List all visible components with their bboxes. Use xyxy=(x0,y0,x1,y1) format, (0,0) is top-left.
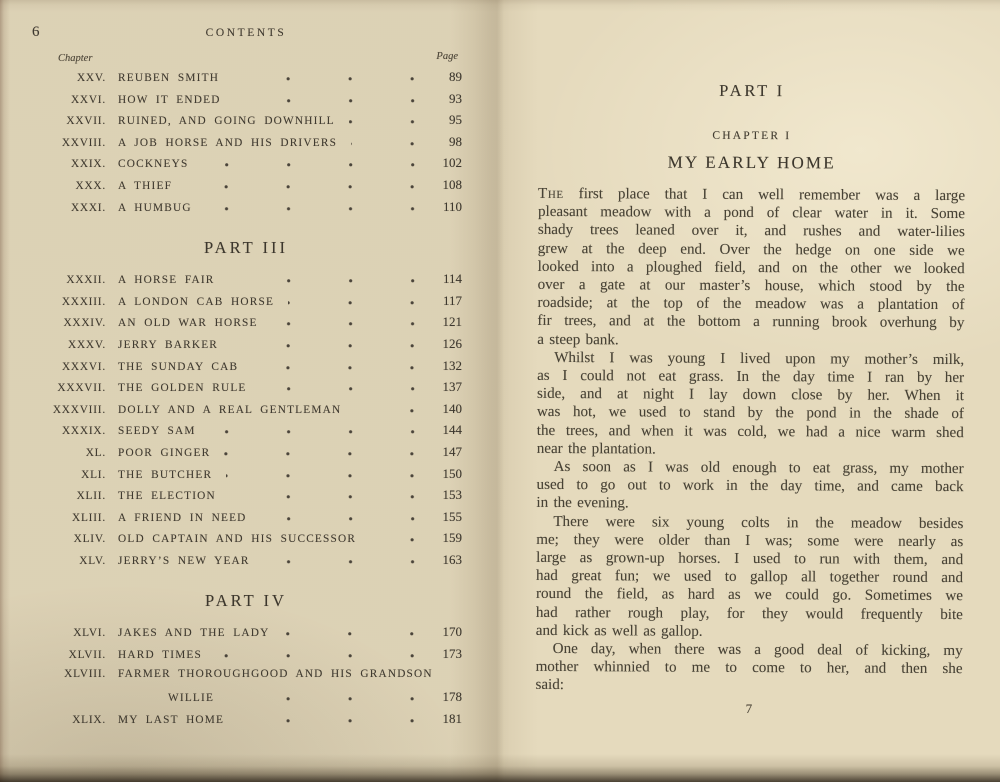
toc-chapter-title: A THIEF xyxy=(118,179,173,192)
contents-title: CONTENTS xyxy=(205,27,287,39)
chapter-title: MY EARLY HOME xyxy=(667,152,836,173)
toc-chapter-number: XLVIII. xyxy=(64,667,106,680)
toc-chapter-title: OLD CAPTAIN AND HIS SUCCESSOR xyxy=(118,533,357,546)
body-line: had rather rough play, for they would frequently bite xyxy=(535,604,963,623)
dot-leader xyxy=(238,719,424,723)
toc-chapter-number: XXXI. xyxy=(70,201,106,214)
toc-row xyxy=(30,112,462,134)
page-number-right: 7 xyxy=(745,700,753,716)
toc-row xyxy=(30,444,462,466)
dot-leader xyxy=(349,120,424,124)
dot-leader xyxy=(203,163,425,167)
toc-row xyxy=(30,379,462,401)
body-line: and kick as well as gallop. xyxy=(535,622,703,640)
toc-page-number: 178 xyxy=(442,689,462,705)
body-line: over a gate at our master’s house, which stood by the xyxy=(537,276,965,296)
toc-chapter-number: XXX. xyxy=(75,179,106,192)
toc-row xyxy=(30,358,462,380)
dot-leader xyxy=(272,322,424,326)
toc-row xyxy=(30,646,462,668)
toc-section xyxy=(30,237,462,573)
contents-page xyxy=(30,24,462,732)
dot-leader xyxy=(210,430,424,434)
dot-leader xyxy=(351,142,424,146)
toc-chapter-title: COCKNEYS xyxy=(118,158,189,171)
dot-leader xyxy=(370,538,424,542)
dot-leader xyxy=(216,654,424,658)
toc-page-number: 117 xyxy=(442,292,462,308)
toc-page-number: 95 xyxy=(449,112,462,128)
toc-chapter-title: A JOB HORSE AND HIS DRIVERS xyxy=(118,136,338,149)
toc-section xyxy=(30,590,462,732)
part-heading: PART IV xyxy=(205,591,287,611)
chapter-one-heading: CHAPTER I xyxy=(712,129,792,143)
toc-page-number: 150 xyxy=(442,465,462,481)
body-line: large as grown-up horses. I used to run with them, and xyxy=(536,549,964,569)
toc-sections xyxy=(30,69,462,732)
dot-leader xyxy=(264,560,424,564)
body-line: fir trees, and at the bottom a running brook overhung by xyxy=(537,313,965,332)
body-line: shady trees leaned over it, and rushes and water-lilies xyxy=(537,222,965,241)
toc-page-number: 110 xyxy=(442,198,462,214)
dot-leader xyxy=(261,517,424,521)
lead-word: The xyxy=(538,185,564,203)
toc-row xyxy=(30,689,462,711)
dot-leader xyxy=(226,474,424,478)
chapter-column-label: Chapter xyxy=(58,53,93,64)
toc-row xyxy=(30,199,462,221)
toc-chapter-number: XL. xyxy=(85,446,106,459)
toc-chapter-title: HOW IT ENDED xyxy=(118,93,221,106)
toc-page-number: 121 xyxy=(442,314,462,330)
toc-page-number: 102 xyxy=(442,155,462,171)
body-line: One day, when there was a good deal of kicking, my xyxy=(552,641,963,660)
body-line: roadside; at the top of the meadow was a plantation of xyxy=(537,295,965,314)
toc-chapter-number: XXXIV. xyxy=(63,317,106,330)
toc-chapter-number: XLIX. xyxy=(72,713,106,726)
toc-chapter-title: POOR GINGER xyxy=(118,446,211,459)
toc-row xyxy=(30,466,462,488)
toc-chapter-title: A HORSE FAIR xyxy=(118,274,215,287)
dot-leader xyxy=(229,279,424,283)
toc-page-number: 144 xyxy=(442,422,462,438)
line-text: first place that I can well remember was a large xyxy=(578,186,966,205)
body-line: pleasant meadow with a pond of clear water in it. Some xyxy=(537,204,966,223)
toc-chapter-title: JAKES AND THE LADY xyxy=(118,627,270,640)
body-line: Whilst I was young I lived upon my mother’s milk, xyxy=(554,349,965,368)
body-line: me; they were older than I was; some were nearly as xyxy=(536,531,964,550)
toc-chapter-number: XXXVII. xyxy=(57,382,106,395)
toc-chapter-number: XXXVI. xyxy=(61,360,106,373)
toc-page-number: 181 xyxy=(442,710,462,726)
paragraph xyxy=(536,513,964,643)
toc-chapter-title: MY LAST HOME xyxy=(118,713,225,726)
toc-chapter-number: XLIII. xyxy=(72,511,106,524)
toc-chapter-title: A LONDON CAB HORSE xyxy=(118,295,275,308)
dot-leader xyxy=(206,207,424,211)
toc-chapter-number: XLI. xyxy=(81,468,106,481)
page-number-left: 6 xyxy=(32,24,40,40)
toc-row xyxy=(30,293,462,315)
part-heading: PART III xyxy=(204,238,288,258)
toc-chapter-title: A FRIEND IN NEED xyxy=(118,511,247,524)
dot-leader xyxy=(261,387,424,391)
toc-page-number: 108 xyxy=(442,176,462,192)
body-line: the trees, and when it was cold, we had a nice warm shed xyxy=(536,422,964,441)
body-line: said: xyxy=(535,677,565,694)
body-line: looked into a ploughed field, and on the other we looked xyxy=(537,258,965,277)
toc-chapter-number: XLVI. xyxy=(73,627,106,640)
toc-page-number: 163 xyxy=(442,551,462,567)
toc-row xyxy=(30,314,462,336)
body-line: was hot, we used to stand by the pond in the shade of xyxy=(536,404,964,423)
dot-leader xyxy=(224,452,424,456)
toc-row xyxy=(30,134,462,156)
toc-chapter-number: XLIV. xyxy=(73,533,106,546)
toc-chapter-number: XXXVIII. xyxy=(52,403,106,416)
toc-page-number: 147 xyxy=(442,443,462,459)
body-line: used to go out to work in the day time, and came back xyxy=(536,477,964,496)
toc-chapter-title: REUBEN SMITH xyxy=(118,72,220,84)
dot-leader xyxy=(228,697,424,701)
body-line: a steep bank. xyxy=(537,331,619,348)
body-line: As soon as I was old enough to eat grass, my mother xyxy=(553,459,964,478)
toc-page-number: 140 xyxy=(442,400,462,416)
dot-leader xyxy=(230,495,424,499)
toc-chapter-number: XXV. xyxy=(76,72,106,84)
toc-chapter-number: XLII. xyxy=(76,490,106,503)
toc-page-number: 93 xyxy=(449,90,462,106)
toc-chapter-title: DOLLY AND A REAL GENTLEMAN xyxy=(118,403,342,416)
toc-row xyxy=(30,509,462,531)
toc-row xyxy=(30,401,462,423)
body-line: mother whinnied to me to come to her, and then she xyxy=(535,659,963,678)
toc-chapter-title: AN OLD WAR HORSE xyxy=(118,317,258,330)
dot-leader xyxy=(186,185,424,189)
body-line: side, and at night I lay down close by her. When it xyxy=(536,386,965,405)
toc-page-number: 98 xyxy=(449,133,462,149)
toc-chapter-number: XXXII. xyxy=(66,274,106,287)
body-line: had great fun; we used to gallop all together round and xyxy=(536,568,964,587)
dot-leader xyxy=(283,632,424,636)
toc-chapter-number: XXVI. xyxy=(70,93,106,106)
toc-page-number: 114 xyxy=(442,271,462,287)
toc-chapter-number: XLV. xyxy=(79,554,106,567)
toc-chapter-number: XXVIII. xyxy=(61,136,106,149)
toc-chapter-title: JERRY BARKER xyxy=(118,338,219,351)
dot-leader xyxy=(288,301,424,305)
toc-chapter-title: THE BUTCHER xyxy=(118,468,213,481)
toc-chapter-title: FARMER THOROUGHGOOD AND HIS GRANDSON xyxy=(118,667,433,680)
toc-row xyxy=(30,155,462,177)
toc-chapter-number: XXXV. xyxy=(67,338,106,351)
toc-page-number: 170 xyxy=(442,624,462,640)
toc-page-number: 132 xyxy=(442,357,462,373)
toc-page-number: 89 xyxy=(449,69,462,84)
toc-page-number: 153 xyxy=(442,487,462,503)
contents-column-labels xyxy=(30,53,462,69)
dot-leader xyxy=(252,366,424,370)
toc-row xyxy=(30,271,462,293)
toc-row xyxy=(30,668,462,690)
part-one-heading: PART I xyxy=(719,80,786,101)
toc-chapter-number: XXXIII. xyxy=(61,295,106,308)
dot-leader xyxy=(233,77,424,81)
toc-page-number: 155 xyxy=(442,508,462,524)
toc-chapter-number: XXVII. xyxy=(66,115,106,128)
toc-row xyxy=(30,530,462,552)
toc-row xyxy=(30,177,462,199)
toc-row xyxy=(30,624,462,646)
paragraph xyxy=(536,458,963,515)
toc-chapter-title: THE GOLDEN RULE xyxy=(118,382,247,395)
body-line: in the evening. xyxy=(536,495,629,512)
toc-page-number: 126 xyxy=(442,335,462,351)
toc-row xyxy=(30,91,462,113)
body-line: as I could not eat grass. In the day time I ran by her xyxy=(537,367,965,387)
toc-row xyxy=(30,711,462,733)
toc-row xyxy=(30,552,462,574)
dot-leader xyxy=(355,409,424,413)
paragraph xyxy=(537,349,965,460)
body-line: There were six young colts in the meadow besides xyxy=(553,513,964,532)
toc-chapter-number: XXXIX. xyxy=(61,425,106,438)
paragraph xyxy=(537,185,965,351)
dot-leader xyxy=(232,344,424,348)
paragraph xyxy=(535,640,962,697)
toc-row xyxy=(30,422,462,444)
toc-chapter-title: HARD TIMES xyxy=(118,649,203,662)
body-text xyxy=(535,185,965,697)
toc-page-number: 159 xyxy=(442,530,462,546)
toc-chapter-title: RUINED, AND GOING DOWNHILL xyxy=(118,115,335,128)
toc-chapter-title: SEEDY SAM xyxy=(118,425,196,438)
toc-chapter-number: XXIX. xyxy=(70,158,106,171)
toc-chapter-title-continued: WILLIE xyxy=(168,692,215,705)
body-line: near the plantation. xyxy=(536,440,656,458)
toc-chapter-title: THE ELECTION xyxy=(118,490,216,503)
dot-leader xyxy=(235,99,424,103)
toc-chapter-title: A HUMBUG xyxy=(118,201,192,214)
body-line: round the field, as hard as we could go. Sometimes we xyxy=(535,586,964,605)
contents-header xyxy=(30,24,462,48)
body-line xyxy=(538,185,965,205)
toc-page-number: 173 xyxy=(442,646,462,662)
page-column-label: Page xyxy=(436,51,458,62)
toc-chapter-title: JERRY’S NEW YEAR xyxy=(118,554,250,567)
toc-row xyxy=(30,69,462,91)
toc-chapter-number: XLVII. xyxy=(68,649,106,662)
toc-chapter-title: THE SUNDAY CAB xyxy=(118,360,239,373)
toc-row xyxy=(30,336,462,358)
toc-row xyxy=(30,487,462,509)
chapter-page xyxy=(535,79,965,718)
toc-section xyxy=(30,69,462,220)
body-line: grew at the deep end. Over the hedge on one side we xyxy=(537,240,965,259)
toc-page-number: 137 xyxy=(442,379,462,395)
